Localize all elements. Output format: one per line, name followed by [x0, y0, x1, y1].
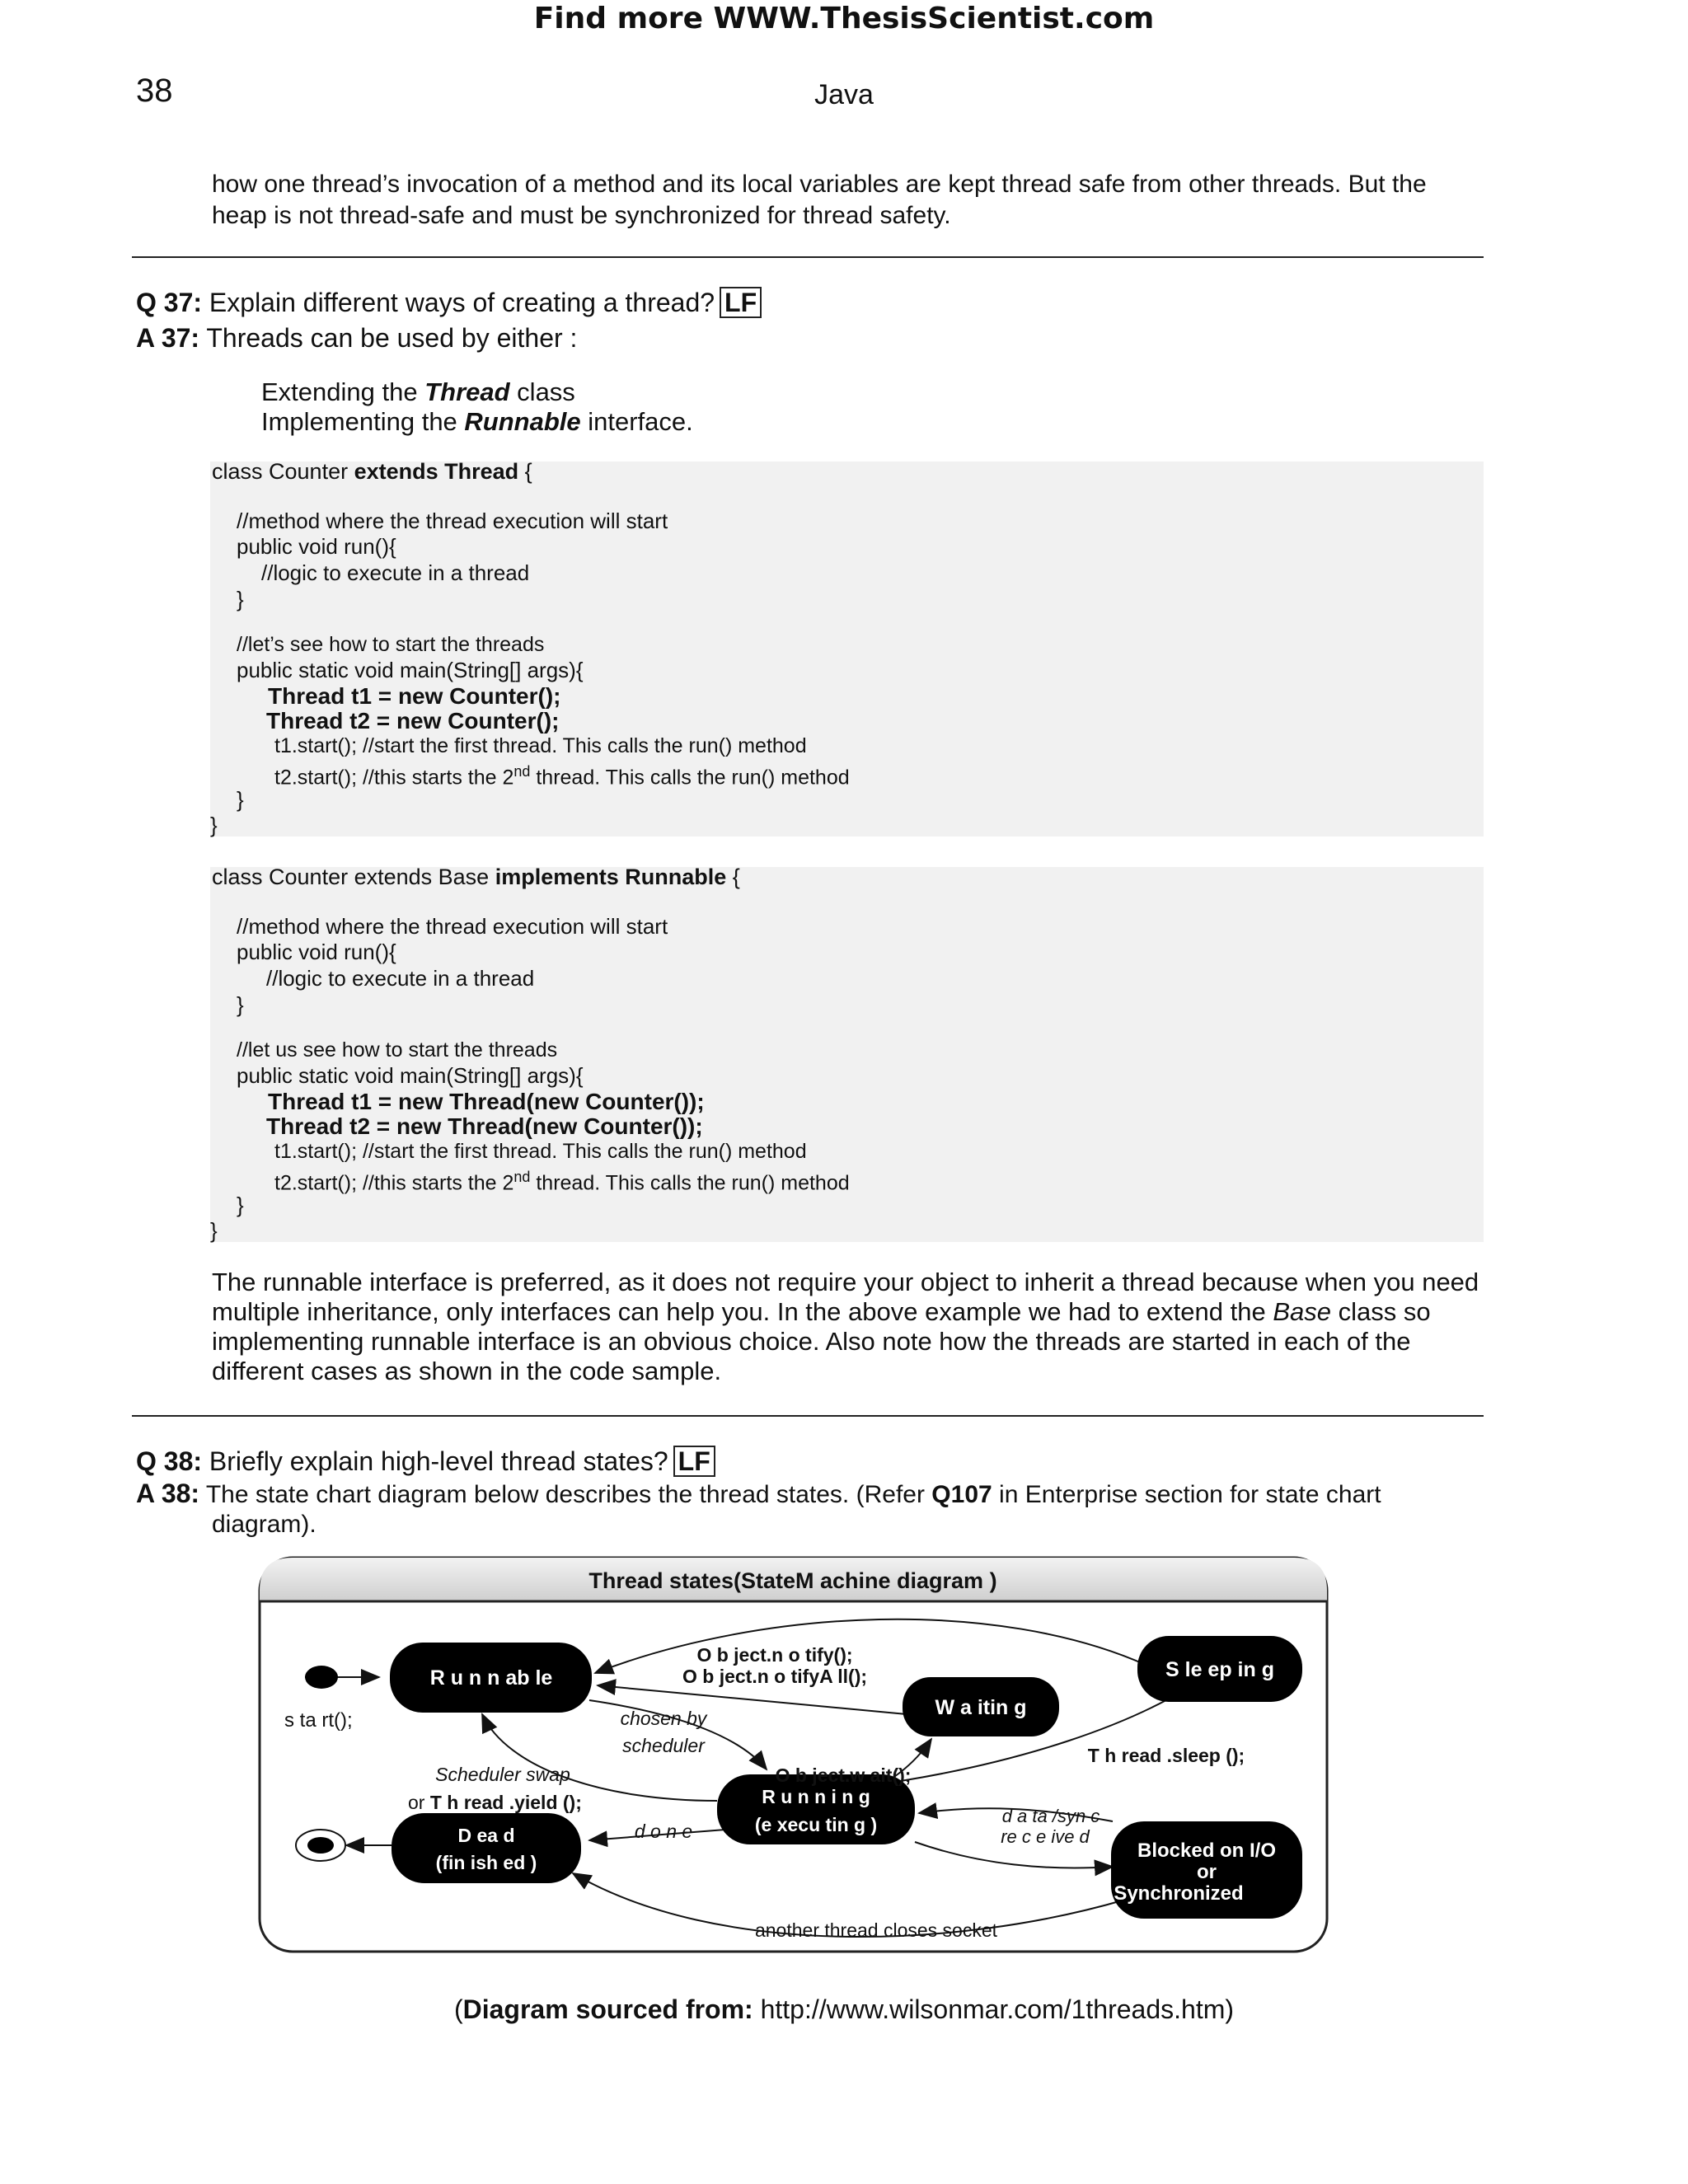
code-line: } — [210, 813, 218, 837]
question-label: Q 38: — [136, 1446, 203, 1476]
code-line: Thread t1 = new Counter(); — [268, 683, 561, 709]
lf-badge: LF — [720, 287, 762, 318]
code-line: } — [210, 1218, 218, 1243]
intro-line-2: heap is not thread-safe and must be synchronized for thread safety. — [212, 202, 951, 229]
section-divider — [132, 1415, 1484, 1417]
svg-text:R u n n i n g: R u n n i n g — [762, 1786, 870, 1807]
explain-line: multiple inheritance, only interfaces can help you. In the above example we had to extend the Base class so — [212, 1297, 1431, 1326]
code-line: t2.start(); //this starts the 2nd thread. This calls the run() method — [274, 763, 850, 790]
intro-line-1: how one thread’s invocation of a method and its local variables are kept thread safe from other threads. But the — [212, 171, 1427, 198]
svg-text:D ea d: D ea d — [457, 1825, 515, 1846]
code-line: class Counter extends Base implements Runnable { — [212, 865, 740, 889]
thread-creation-list — [261, 377, 693, 437]
svg-text:Synchronized: Synchronized — [1114, 1882, 1244, 1905]
code-line: public void run(){ — [237, 940, 396, 964]
diagram-title: Thread states(StateM achine diagram ) — [588, 1568, 997, 1593]
answer-38: A 38: The state chart diagram below describes the thread states. (Refer Q107 in Enterprise section for state chart diagram). — [136, 1479, 1381, 1538]
section-divider — [132, 256, 1484, 258]
code-line: } — [237, 587, 244, 612]
label-wait: O b ject.w ait(); — [775, 1765, 912, 1786]
label-data-sync: d a ta /syn c — [1001, 1806, 1100, 1826]
label-sleep: T h read .sleep (); — [1087, 1745, 1245, 1766]
code-line: //method where the thread execution will start — [237, 509, 668, 533]
code-line: public void run(){ — [237, 534, 396, 559]
answer-label: A 38: — [136, 1479, 200, 1508]
running-title: Java — [814, 79, 874, 110]
svg-text:W a itin g: W a itin g — [935, 1696, 1027, 1719]
lf-badge: LF — [673, 1446, 715, 1477]
label-yield: or T h read .yield (); — [408, 1792, 582, 1813]
code-line: public static void main(String[] args){ — [237, 1063, 584, 1088]
code-line: public static void main(String[] args){ — [237, 658, 584, 682]
intro-paragraph — [212, 169, 1485, 232]
label-chosen: chosen by — [620, 1708, 707, 1729]
question-38 — [136, 1444, 715, 1479]
svg-text:(e xecu tin g ): (e xecu tin g ) — [754, 1814, 878, 1835]
label-received: re c e ive d — [1001, 1826, 1090, 1847]
label-start: s ta rt(); — [284, 1709, 353, 1732]
answer-line-2: diagram). — [212, 1511, 316, 1538]
label-done: d o n e — [634, 1821, 693, 1842]
question-text: Explain different ways of creating a thread? — [209, 288, 715, 317]
code-line: } — [237, 992, 244, 1017]
label-closes-socket: another thread closes socket — [754, 1919, 998, 1941]
list-item: Extending the Thread class — [261, 377, 575, 406]
explain-line: The runnable interface is preferred, as it does not require your object to inherit a thread because when you need — [212, 1268, 1479, 1296]
code-line: //let us see how to start the threads — [237, 1038, 558, 1062]
code-line: } — [237, 787, 244, 812]
question-37 — [136, 285, 762, 320]
code-line: //let’s see how to start the threads — [237, 633, 545, 656]
answer-text: Threads can be used by either : — [206, 323, 578, 353]
site-banner: Find more WWW.ThesisScientist.com — [533, 2, 1155, 35]
answer-37 — [136, 321, 577, 355]
label-scheduler: scheduler — [622, 1735, 705, 1756]
explain-line: implementing runnable interface is an obvious choice. Also note how the threads are started in each of the — [212, 1327, 1411, 1356]
code-line: t1.start(); //start the first thread. This calls the run() method — [274, 734, 807, 757]
svg-text:Blocked on I/O: Blocked on I/O — [1137, 1840, 1277, 1862]
runnable-explanation — [212, 1268, 1485, 1386]
label-notify: O b ject.n o tify(); — [696, 1644, 853, 1666]
source-url[interactable]: http://www.wilsonmar.com/1threads.htm) — [753, 1994, 1235, 2024]
svg-text:(fin ish ed ): (fin ish ed ) — [435, 1852, 537, 1873]
question-label: Q 37: — [136, 288, 203, 317]
thread-state-diagram — [256, 1554, 1331, 1956]
diagram-caption: (Diagram sourced from: http://www.wilsonmar.com/1threads.htm) — [453, 1994, 1235, 2024]
list-item: Implementing the Runnable interface. — [261, 407, 693, 436]
code-line: //logic to execute in a thread — [261, 560, 530, 585]
code-line: //method where the thread execution will start — [237, 914, 668, 939]
svg-text:or: or — [1197, 1861, 1217, 1883]
code-line: Thread t1 = new Thread(new Counter()); — [268, 1089, 705, 1114]
code-line: class Counter extends Thread { — [212, 459, 532, 484]
code-line: t1.start(); //start the first thread. This calls the run() method — [274, 1140, 807, 1163]
code-line: //logic to execute in a thread — [266, 966, 535, 991]
svg-text:R u n n ab le: R u n n ab le — [429, 1666, 553, 1690]
explain-line: different cases as shown in the code sample. — [212, 1357, 722, 1385]
code-line: t2.start(); //this starts the 2nd thread. This calls the run() method — [274, 1169, 850, 1195]
svg-text:S le ep in g: S le ep in g — [1165, 1658, 1274, 1681]
page-number: 38 — [136, 73, 173, 109]
question-text: Briefly explain high-level thread states? — [209, 1446, 668, 1476]
code-line: } — [237, 1193, 244, 1217]
label-scheduler-swap: Scheduler swap — [435, 1764, 570, 1785]
code-line: Thread t2 = new Thread(new Counter()); — [266, 1113, 703, 1139]
label-notify-all: O b ject.n o tifyA ll(); — [682, 1666, 868, 1687]
initial-state — [305, 1666, 338, 1689]
code-line: Thread t2 = new Counter(); — [266, 708, 560, 733]
answer-label: A 37: — [136, 323, 200, 353]
